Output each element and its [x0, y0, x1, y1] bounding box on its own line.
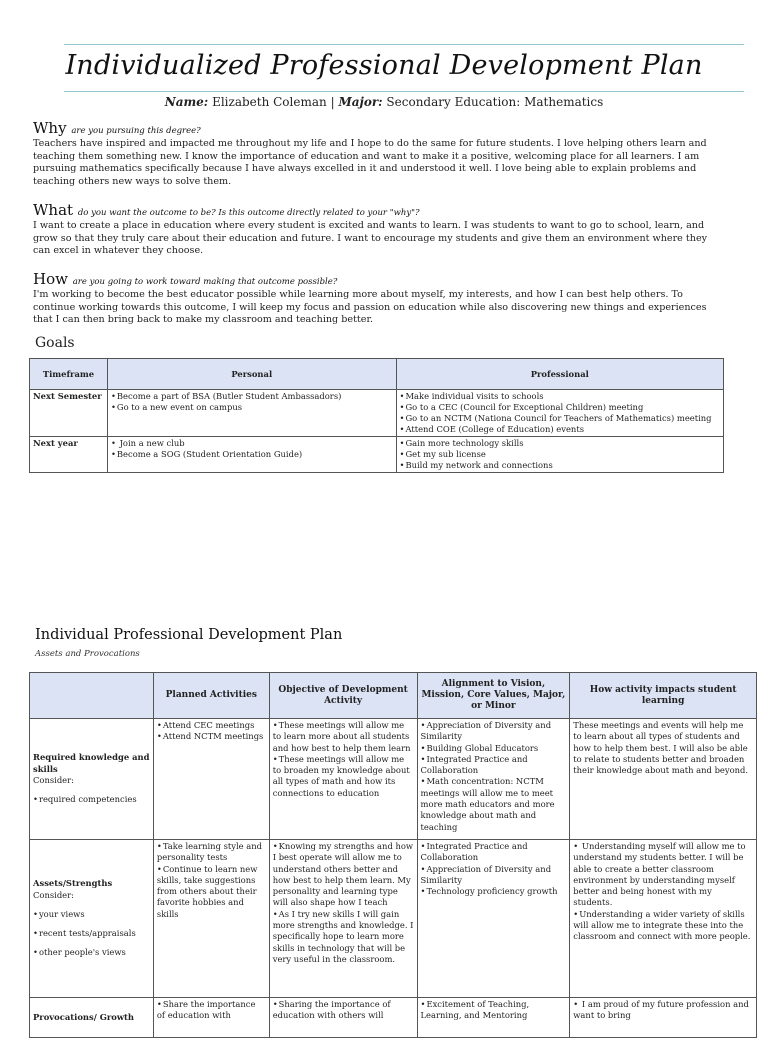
ipdp-table — [29, 672, 757, 1038]
goals-professional-item: • Attend COE (College of Education) events — [400, 424, 721, 435]
ipdp-objective-item: • As I try new skills I will gain more strengths and knowledge. I specifically hope to learn more skills in technology that will be very useful in the classroom. — [273, 909, 414, 965]
ipdp-row-label: Required knowledge and skills — [33, 752, 150, 774]
goals-title: Goals — [35, 335, 75, 351]
ipdp-planned-item: • Attend CEC meetings — [157, 720, 266, 731]
why-section — [33, 119, 723, 188]
ipdp-impact-cell — [570, 840, 757, 998]
major-label: Major: — [338, 95, 383, 109]
goals-personal-cell — [107, 437, 396, 473]
name-label: Name: — [164, 95, 209, 109]
ipdp-row-header — [30, 719, 154, 840]
ipdp-impact-cell — [570, 719, 757, 840]
ipdp-row-label: Provocations/ Growth — [33, 1011, 135, 1022]
goals-personal-item: • Join a new club — [111, 438, 393, 449]
ipdp-objective-item: • These meetings will allow me to broaden my knowledge about all types of math and how its connections to education — [273, 754, 414, 799]
goals-professional-item: • Go to a CEC (Council for Exceptional Children) meeting — [400, 402, 721, 413]
ipdp-header-blank — [30, 673, 154, 719]
ipdp-alignment-item: • Technology proficiency growth — [421, 886, 567, 897]
page-title: Individualized Professional Development Plan — [65, 50, 703, 81]
ipdp-row-label: Assets/Strengths — [33, 878, 113, 889]
ipdp-alignment-item: • Appreciation of Diversity and Similarity — [421, 864, 567, 887]
goals-header-timeframe: Timeframe — [30, 359, 108, 390]
goals-timeframe: Next Semester — [30, 390, 108, 437]
ipdp-objective-item: • Knowing my strengths and how I best operate will allow me to understand others better and how best to help them learn. My personality and learning type will also shape how I teach — [273, 841, 414, 909]
ipdp-alignment-item: • Excitement of Teaching, Learning, and Mentoring — [421, 999, 567, 1022]
what-text: I want to create a place in education where every student is excited and wants to learn. I was students to want to go to school, learn, and grow so that they truly care about their education and future. I want to encourage my students and give them an environment where they can excel in whatever they choose. — [33, 220, 708, 256]
ipdp-consider-item: • recent tests/appraisals — [33, 928, 150, 939]
why-heading-line — [33, 119, 723, 137]
goals-professional-cell — [396, 390, 724, 437]
top-rule — [64, 44, 744, 45]
ipdp-header-alignment: Alignment to Vision, Mission, Core Values, Major, or Minor — [417, 673, 570, 719]
goals-header-personal: Personal — [107, 359, 396, 390]
why-heading: Why — [33, 119, 67, 137]
ipdp-planned-item: • Continue to learn new skills, take suggestions from others about their favorite hobbies and skills — [157, 864, 266, 920]
ipdp-planned-item: • Take learning style and personality tests — [157, 841, 266, 864]
ipdp-consider-item: • other people's views — [33, 947, 150, 958]
ipdp-impact-item: • Understanding a wider variety of skills will allow me to integrate these into the classroom and connect with more people. — [573, 909, 753, 943]
goals-table — [29, 358, 724, 473]
how-section — [33, 270, 723, 327]
ipdp-consider-label: Consider: — [33, 889, 74, 900]
what-heading: What — [33, 201, 74, 219]
ipdp-row-header — [30, 998, 154, 1038]
goals-personal-cell — [107, 390, 396, 437]
goals-header-professional: Professional — [396, 359, 724, 390]
ipdp-alignment-item: • Appreciation of Diversity and Similarity — [421, 720, 567, 743]
ipdp-objective-item: • These meetings will allow me to learn more about all students and how best to help them learn — [273, 720, 414, 754]
ipdp-planned-item: • Attend NCTM meetings — [157, 731, 266, 742]
why-question: are you pursuing this degree? — [71, 126, 201, 136]
ipdp-consider-item: • required competencies — [33, 794, 150, 805]
separator: | — [330, 95, 335, 109]
ipdp-objective-cell — [269, 998, 417, 1038]
ipdp-planned-cell — [153, 840, 269, 998]
ipdp-alignment-item: • Math concentration: NCTM meetings will allow me to meet more math educators and more knowledge about math and teaching — [421, 776, 567, 832]
ipdp-row — [30, 840, 757, 998]
ipdp-impact-item: These meetings and events will help me to learn about all types of students and how to help them best. I will also be able to relate to students better and broaden their knowledge about math and beyond. — [573, 720, 749, 776]
bottom-rule — [64, 91, 744, 92]
why-text: Teachers have inspired and impacted me throughout my life and I hope to do the same for future students. I love helping others learn and teaching them something new. I know the importance of education and want to make it a positive, welcoming place for all learners. I am pursuing mathematics specifically because I have always excelled in it and understood it well. I love being able to explain problems and teaching others new ways to solve them. — [33, 138, 707, 187]
goals-professional-item: • Go to an NCTM (Nationa Council for Teachers of Mathematics) meeting — [400, 413, 721, 424]
ipdp-row — [30, 998, 757, 1038]
goals-professional-item: • Make individual visits to schools — [400, 391, 721, 402]
what-section — [33, 201, 723, 258]
ipdp-planned-cell — [153, 998, 269, 1038]
major-value: Secondary Education: Mathematics — [386, 95, 604, 109]
ipdp-row-header — [30, 840, 154, 998]
ipdp-alignment-cell — [417, 719, 570, 840]
ipdp-planned-item: • Share the importance of education with — [157, 999, 266, 1022]
ipdp-header-objective: Objective of Development Activity — [269, 673, 417, 719]
goals-timeframe: Next year — [30, 437, 108, 473]
what-question: do you want the outcome to be? Is this outcome directly related to your "why"? — [77, 208, 420, 218]
ipdp-consider-item: • your views — [33, 909, 150, 920]
ipdp-alignment-item: • Integrated Practice and Collaboration — [421, 841, 567, 864]
goals-professional-item: • Get my sub license — [400, 449, 721, 460]
ipdp-row — [30, 719, 757, 840]
ipdp-objective-cell — [269, 840, 417, 998]
ipdp-impact-item: • I am proud of my future profession and want to bring — [573, 999, 753, 1022]
name-major-line — [0, 95, 768, 109]
how-question: are you going to work toward making that outcome possible? — [72, 277, 338, 287]
ipdp-impact-item: • Understanding myself will allow me to understand my students better. I will be able to create a better classroom environment by understanding myself better and being honest with my students. — [573, 841, 753, 909]
ipdp-planned-cell — [153, 719, 269, 840]
goals-professional-cell — [396, 437, 724, 473]
ipdp-consider-label: Consider: — [33, 775, 74, 785]
what-heading-line — [33, 201, 723, 219]
goals-personal-item: • Go to a new event on campus — [111, 402, 393, 413]
goals-professional-item: • Gain more technology skills — [400, 438, 721, 449]
name-value: Elizabeth Coleman — [212, 95, 327, 109]
ipdp-objective-cell — [269, 719, 417, 840]
how-heading: How — [33, 270, 68, 288]
ipdp-header-impact: How activity impacts student learning — [570, 673, 757, 719]
how-text: I'm working to become the best educator possible while learning more about myself, my interests, and how I can best help others. To continue working towards this outcome, I will keep my focus and passion on education while also discovering new things and experiences that I can then bring back to make my classroom and teaching better. — [33, 289, 707, 325]
ipdp-subtitle: Assets and Provocations — [35, 649, 140, 659]
goals-personal-item: • Become a part of BSA (Butler Student Ambassadors) — [111, 391, 393, 402]
goals-row — [30, 390, 724, 437]
ipdp-alignment-cell — [417, 840, 570, 998]
goals-row — [30, 437, 724, 473]
goals-professional-item: • Build my network and connections — [400, 460, 721, 471]
ipdp-title: Individual Professional Development Plan — [35, 627, 343, 643]
ipdp-alignment-item: • Building Global Educators — [421, 743, 567, 754]
how-heading-line — [33, 270, 723, 288]
ipdp-header-planned: Planned Activities — [153, 673, 269, 719]
ipdp-alignment-item: • Integrated Practice and Collaboration — [421, 754, 567, 777]
goals-personal-item: • Become a SOG (Student Orientation Guide) — [111, 449, 393, 460]
ipdp-alignment-cell — [417, 998, 570, 1038]
ipdp-impact-cell — [570, 998, 757, 1038]
ipdp-objective-item: • Sharing the importance of education with others will — [273, 999, 414, 1022]
